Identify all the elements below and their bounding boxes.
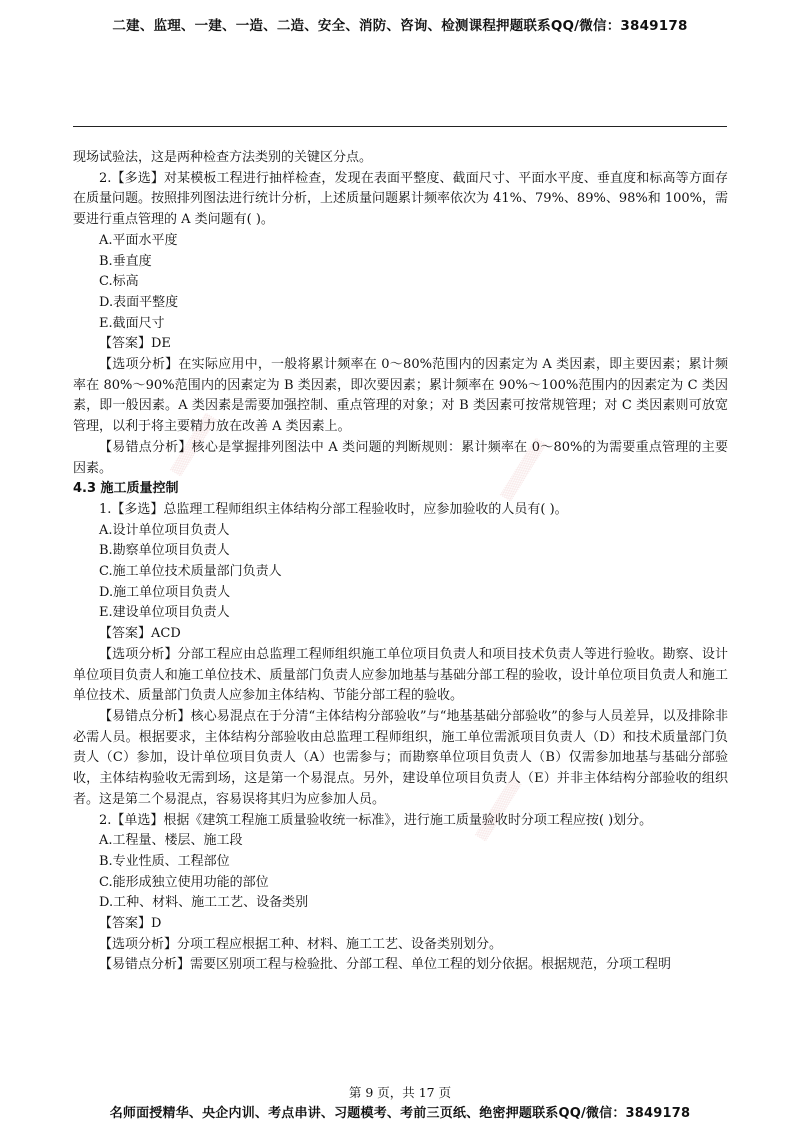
option-b: B.专业性质、工程部位 [99,853,230,869]
page-footer: 名师面授精华、央企内训、考点串讲、习题模考、考前三页纸、绝密押题联系QQ/微信：3849178 [109,1106,691,1121]
option-d: D.表面平整度 [99,294,179,310]
option-e: E.截面尺寸 [99,315,165,331]
option-c: C.能形成独立使用功能的部位 [99,874,269,890]
watermark-mark: ▒▒▒▒▒▒▒▒ [475,777,522,842]
option-a: A.设计单位项目负责人 [99,522,230,538]
document-body [73,148,728,976]
answer: 【答案】D [99,916,162,932]
option-d: D.施工单位项目负责人 [99,584,231,600]
watermark-mark: ▒▒▒▒▒▒▒▒ [500,437,547,502]
error-analysis: 【易错点分析】需要区别项工程与检验批、分部工程、单位工程的划分依据。根据规范，分项工程明 [99,957,672,973]
section-heading: 4.3 施工质量控制 [73,481,179,497]
answer: 【答案】ACD [99,626,181,642]
option-analysis: 【选项分析】在实际应用中，一般将累计频率在 0～80%范围内的因素定为 A 类因素，即主要因素；累计频率在 80%～90%范围内的因素定为 B 类因素，即次要因素；累计频率在 90%～100%范围内的因素定为 C 类因素，即一般因素。A 类因素是需要加强控制、重点管理的对象；对 B 类因素可按常规管理；对 C 类因素则可放宽管理，以利于将主要精力放在改善 A 类因素上。 [73,357,728,435]
paragraph: 现场试验法，这是两种检查方法类别的关键区分点。 [73,150,373,165]
option-analysis: 【选项分析】分部工程应由总监理工程师组织施工单位项目负责人和项目技术负责人等进行验收。勘察、设计单位项目负责人和施工单位技术、质量部门负责人应参加地基与基础分部工程的验收，设计单位项目负责人和施工单位技术、质量部门负责人应参加主体结构、节能分部工程的验收。 [73,646,728,704]
header-divider [73,126,727,127]
page-header: 二建、监理、一建、一造、二造、安全、消防、咨询、检测课程押题联系QQ/微信：3849178 [112,18,688,34]
question-2-stem: 2.【多选】对某模板工程进行抽样检查，发现在表面平整度、截面尺寸、平面水平度、垂直度和标高等方面存在质量问题。按照排列图法进行统计分析，上述质量问题累计频率依次为 41%、79%、89%、98%和 100%，需要进行重点管理的 A 类问题有( )。 [73,170,729,228]
option-c: C.标高 [99,274,139,290]
option-a: A.工程量、楼层、施工段 [99,833,243,849]
error-analysis: 【易错点分析】核心是掌握排列图法中 A 类问题的判断规则：累计频率在 0～80%的为需要重点管理的主要因素。 [73,439,728,476]
option-b: B.垂直度 [99,253,152,269]
option-e: E.建设单位项目负责人 [99,605,230,621]
option-c: C.施工单位技术质量部门负责人 [99,564,282,580]
question-1-stem: 1.【多选】总监理工程师组织主体结构分部工程验收时，应参加验收的人员有( )。 [99,501,568,517]
error-analysis: 【易错点分析】核心易混点在于分清“主体结构分部验收”与“地基基础分部验收”的参与人员差异，以及排除非必需人员。根据要求，主体结构分部验收由总监理工程师组织，施工单位需派项目负责人（D）和技术质量部门负责人（C）参加，设计单位项目负责人（A）也需参与；而勘察单位项目负责人（B）仅需参加地基与基础分部验收，主体结构验收无需到场，这是第一个易混点。另外，建设单位项目负责人（E）并非主体结构分部验收的组织者。这是第二个易混点，容易误将其归为应参加人员。 [73,708,728,807]
option-a: A.平面水平度 [99,232,178,248]
question-2-stem: 2.【单选】根据《建筑工程施工质量验收统一标准》，进行施工质量验收时分项工程应按( )划分。 [99,812,653,828]
option-b: B.勘察单位项目负责人 [99,543,230,559]
watermark-mark: ▒▒▒▒▒▒▒▒ [170,412,217,477]
option-d: D.工种、材料、施工工艺、设备类别 [99,895,309,911]
answer: 【答案】DE [99,336,171,352]
page-number: 第 9 页，共 17 页 [348,1085,452,1100]
option-analysis: 【选项分析】分项工程应根据工种、材料、施工工艺、设备类别划分。 [99,936,503,952]
